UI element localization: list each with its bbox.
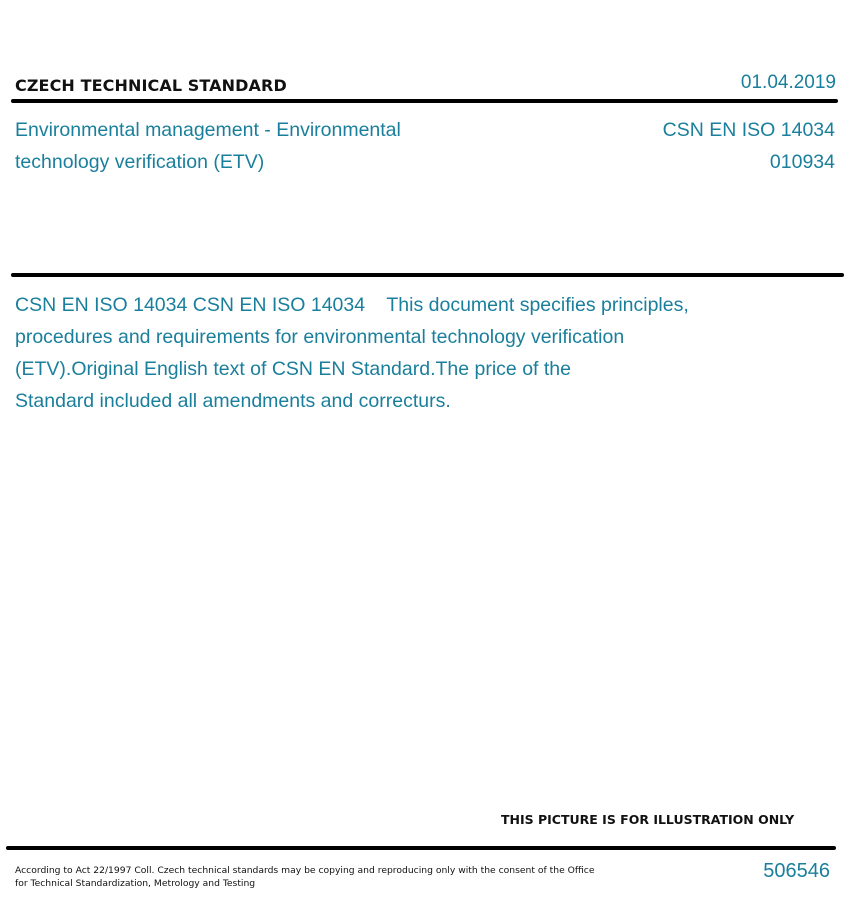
standard-title-line-1: Environmental management - Environmental [15, 119, 401, 141]
standard-description [15, 289, 815, 417]
description-line-2: procedures and requirements for environmental technology verification [15, 326, 625, 348]
section-divider [11, 273, 844, 277]
description-line-3: (ETV).Original English text of CSN EN Standard.The price of the [15, 358, 571, 380]
issue-date: 01.04.2019 [740, 72, 836, 93]
standard-code: CSN EN ISO 14034 [662, 119, 835, 141]
standard-identifier [663, 114, 835, 178]
legal-notice-line-1: According to Act 22/1997 Coll. Czech technical standards may be copying and reproducing only with the consent of the Office [15, 865, 595, 876]
header-divider [11, 99, 838, 103]
footer-divider [6, 846, 836, 850]
legal-notice [15, 864, 595, 890]
document-type-label: CZECH TECHNICAL STANDARD [15, 76, 287, 95]
description-line-4: Standard included all amendments and correcturs. [15, 390, 451, 412]
standard-title-line-2: technology verification (ETV) [15, 151, 265, 173]
standard-title [15, 114, 485, 178]
illustration-notice: THIS PICTURE IS FOR ILLUSTRATION ONLY [501, 812, 795, 827]
description-line-1: CSN EN ISO 14034 CSN EN ISO 14034 This document specifies principles, [15, 294, 689, 316]
legal-notice-line-2: for Technical Standardization, Metrology and Testing [15, 878, 256, 889]
product-number: 506546 [763, 860, 830, 882]
catalog-number: 010934 [769, 151, 835, 173]
